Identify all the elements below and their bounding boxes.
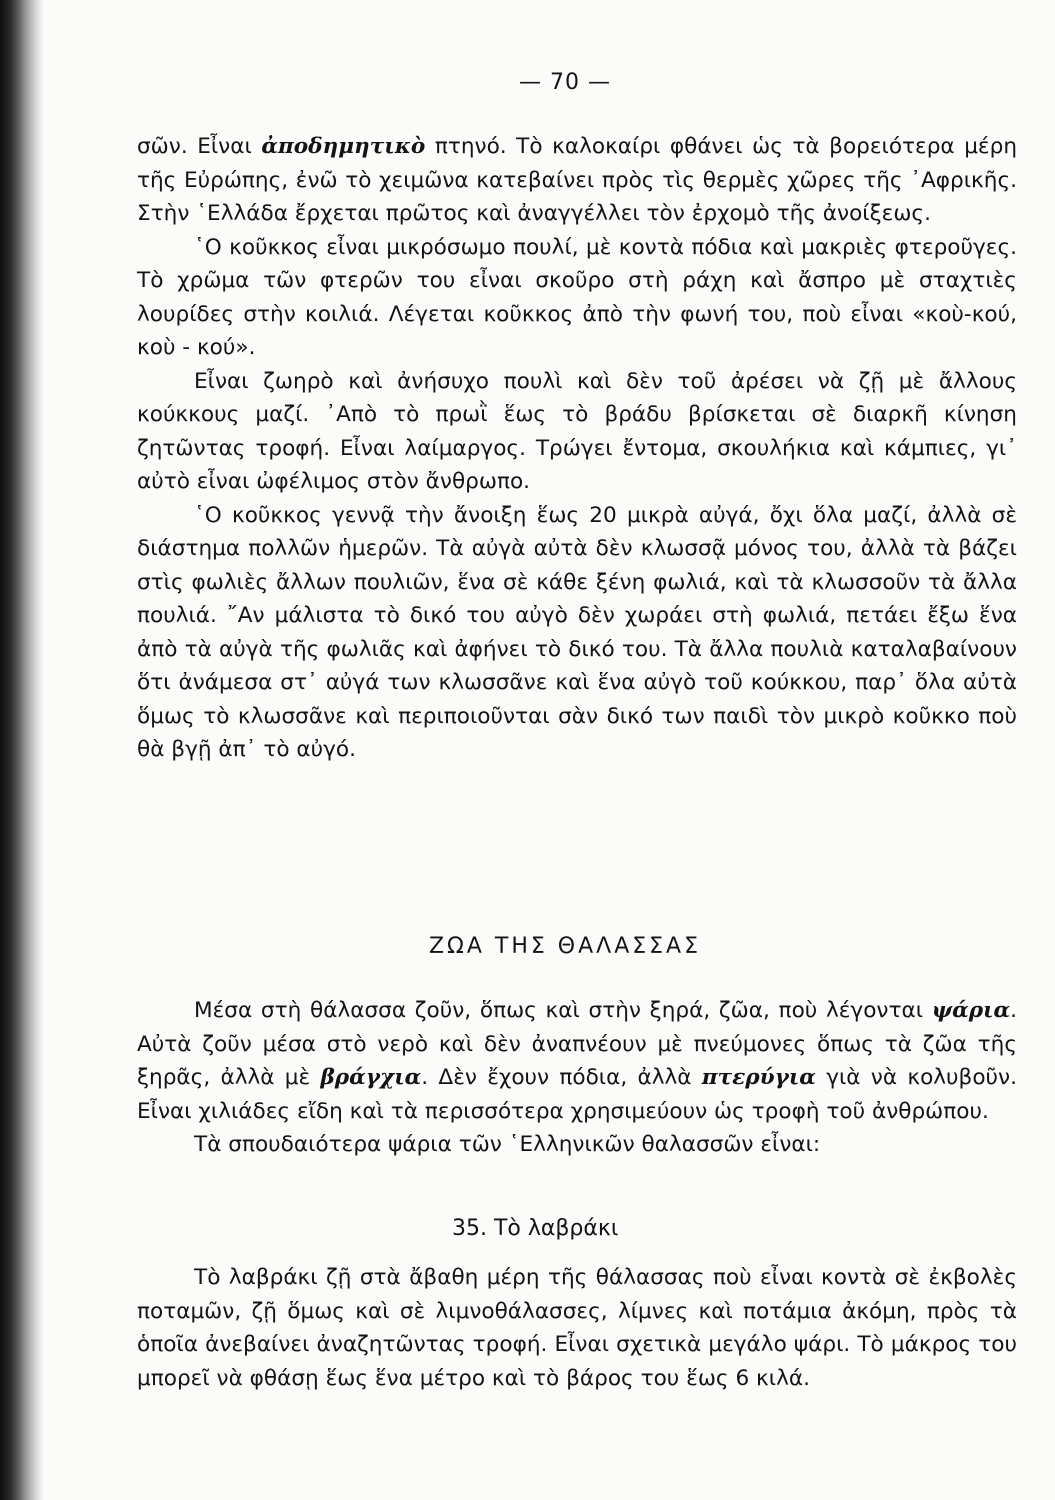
intro-line-start: σῶν. Εἶναι [137,134,262,159]
sea-text-a: Μέσα στὴ θάλασσα ζοῦν, ὅπως καὶ στὴν ξηρά, ζῶα, ποὺ λέγονται [194,998,932,1023]
lesson-heading: 35. Τὸ λαβράκι [452,1216,619,1241]
intro-paragraph [137,130,1017,231]
intro-line-rest: πτηνό. Τὸ καλοκαίρι φθάνει ὡς τὰ βορειότερα μέρη τῆς Εὐρώπης, ἐνῶ τὸ χειμῶνα κατεβαίνει πρὸς τὶς θερμὲς χῶρες τῆς ᾽Αφρικῆς. Στὴν ῾Ελλάδα ἔρχεται πρῶτος καὶ ἀναγγέλλει τὸν ἐρχομὸ τῆς ἀνοίξεως. [137,134,1017,226]
page-number: — 70 — [519,70,611,95]
sea-text-b: . Αὐτὰ ζοῦν μέσα στὸ νερὸ καὶ δὲν ἀναπνέουν μὲ πνεύμονες ὅπως τὰ ζῶα τῆς ξηρᾶς, ἀλλὰ μὲ [137,998,1017,1090]
sea-text-d: γιὰ νὰ κολυβοῦν. Εἶναι χιλιάδες εἴδη καὶ τὰ περισσότερα χρησιμεύουν ὡς τροφὴ τοῦ ἀνθρώπου. [137,1065,1017,1124]
sea-bass-text-block [137,1261,1017,1395]
sea-paragraph-2: Τὰ σπουδαιότερα ψάρια τῶν ῾Ελληνικῶν θαλασσῶν εἶναι: [194,1132,821,1157]
sea-paragraph-1 [137,994,1017,1128]
term-fins: πτερύγια [701,1065,816,1090]
cuckoo-paragraph-1: ῾Ο κοῦκκος εἶναι μικρόσωμο πουλί, μὲ κοντὰ πόδια καὶ μακριὲς φτεροῦγες. Τὸ χρῶμα τῶν φτερῶν του εἶναι σκοῦρο στὴ ράχη καὶ ἄσπρο μὲ σταχτιὲς λουρίδες στὴν κοιλιά. Λέγεται κοῦκκος ἀπὸ τὴν φωνή του, ποὺ εἶναι «κοὺ-κού, κοὺ - κού». [137,234,1017,360]
cuckoo-paragraph-3: ῾Ο κοῦκκος γεννᾷ τὴν ἄνοιξη ἕως 20 μικρὰ αὐγά, ὄχι ὅλα μαζί, ἀλλὰ σὲ διάστημα πολλῶν ἡμερῶν. Τὰ αὐγὰ αὐτὰ δὲν κλωσσᾷ μόνος του, ἀλλὰ τὰ βάζει στὶς φωλιὲς ἄλλων πουλιῶν, ἕνα σὲ κάθε ξένη φωλιά, καὶ τὰ κλωσσοῦν τὰ ἄλλα πουλιά. ῎Αν μάλιστα τὸ δικό του αὐγὸ δὲν χωράει στὴ φωλιά, πετάει ἔξω ἕνα ἀπὸ τὰ αὐγὰ τῆς φωλιᾶς καὶ ἀφήνει τὸ δικό του. Τὰ ἄλλα πουλιὰ καταλαβαίνουν ὅτι ἀνάμεσα στ᾽ αὐγά των κλωσσᾶνε καὶ ἕνα αὐγὸ τοῦ κούκκου, παρ᾽ ὅλα αὐτὰ ὅμως τὸ κλωσσᾶνε καὶ περιποιοῦνται σὰν δικό των παιδὶ τὸν μικρὸ κοῦκκο ποὺ θὰ βγῇ ἀπ᾽ τὸ αὐγό. [137,502,1017,762]
cuckoo-text-block [137,130,1017,767]
term-migratory: ἀποδημητικὸ [261,134,426,159]
section-heading: ΖΩΑ ΤΗΣ ΘΑΛΑΣΣΑΣ [428,934,702,959]
sea-text-c: . Δὲν ἔχουν πόδια, ἀλλὰ [421,1065,702,1090]
book-spine-shadow [0,0,44,1500]
term-fish: ψάρια [931,998,1011,1023]
sea-animals-text-block [137,994,1017,1162]
term-gills: βράγχια [320,1065,422,1090]
sea-bass-paragraph: Τὸ λαβράκι ζῇ στὰ ἄβαθη μέρη τῆς θάλασσας ποὺ εἶναι κοντὰ σὲ ἐκβολὲς ποταμῶν, ζῇ ὅμως καὶ σὲ λιμνοθάλασσες, λίμνες καὶ ποτάμια ἀκόμη, πρὸς τὰ ὁποῖα ἀνεβαίνει ἀναζητῶντας τροφή. Εἶναι σχετικὰ μεγάλο ψάρι. Τὸ μάκρος του μπορεῖ νὰ φθάσῃ ἕως ἕνα μέτρο καὶ τὸ βάρος του ἕως 6 κιλά. [137,1265,1017,1391]
cuckoo-paragraph-2: Εἶναι ζωηρὸ καὶ ἀνήσυχο πουλὶ καὶ δὲν τοῦ ἀρέσει νὰ ζῇ μὲ ἄλλους κούκκους μαζί. ᾽Απὸ τὸ πρωῒ ἕως τὸ βράδυ βρίσκεται σὲ διαρκῆ κίνηση ζητῶντας τροφή. Εἶναι λαίμαργος. Τρώγει ἔντομα, σκουλήκια καὶ κάμπιες, γι᾽ αὐτὸ εἶναι ὠφέλιμος στὸν ἄνθρωπο. [137,368,1017,494]
